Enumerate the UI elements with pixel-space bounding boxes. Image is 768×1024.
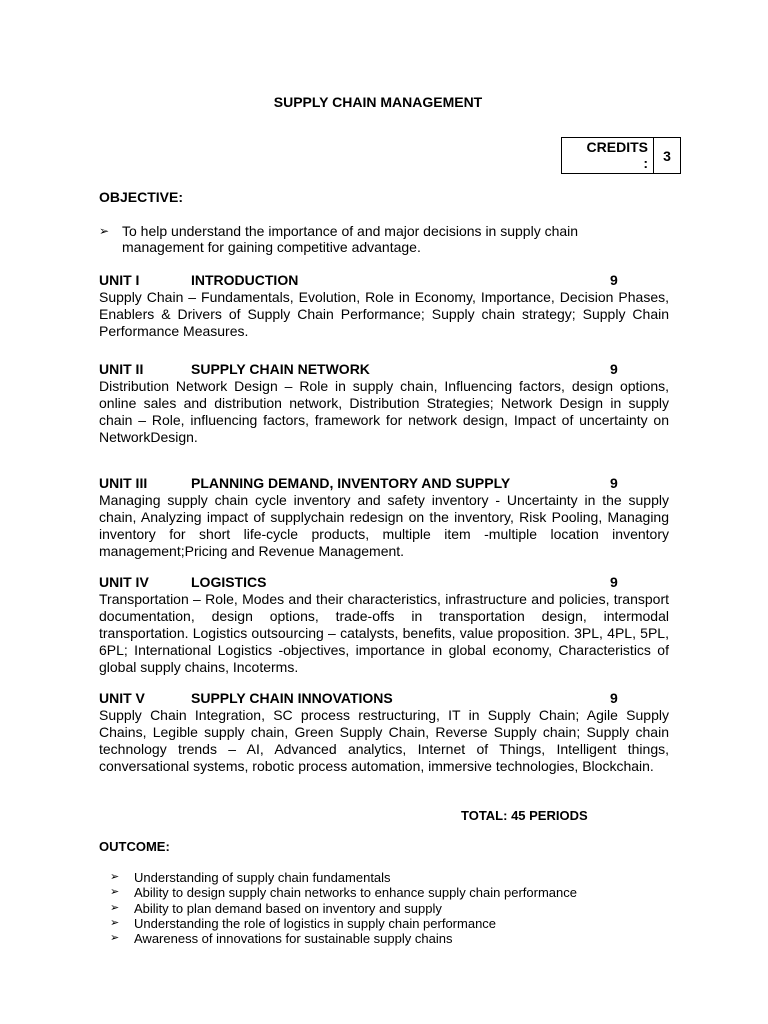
outcome-text: Understanding the role of logistics in supply chain performance bbox=[134, 915, 497, 931]
unit-title: PLANNING DEMAND, INVENTORY AND SUPPLY bbox=[191, 475, 511, 491]
unit-title: LOGISTICS bbox=[191, 574, 267, 590]
unit-title: SUPPLY CHAIN INNOVATIONS bbox=[191, 690, 393, 706]
arrow-bullet-icon: ➢ bbox=[110, 932, 120, 945]
list-item bbox=[110, 870, 577, 885]
credits-label-line2: : bbox=[643, 155, 648, 171]
credits-value: 3 bbox=[654, 138, 681, 174]
unit-header bbox=[99, 689, 669, 707]
arrow-bullet-icon: ➢ bbox=[110, 871, 120, 883]
unit-number: UNIT II bbox=[99, 361, 144, 377]
unit-header bbox=[99, 474, 669, 492]
unit-hours: 9 bbox=[610, 574, 618, 590]
unit-body: Supply Chain Integration, SC process restructuring, IT in Supply Chain; Agile Supply Chains, Legible supply chain, Green Supply Chain, Reverse Supply chain; Supply chain technology trends – AI, Advanced analytics, Internet of Things, Intelligent things, conversational systems, robotic process automation, immersive technologies, Blockchain. bbox=[99, 707, 669, 774]
arrow-bullet-icon: ➢ bbox=[110, 886, 120, 899]
outcome-list bbox=[110, 870, 577, 946]
arrow-bullet-icon: ➢ bbox=[99, 224, 110, 238]
list-item bbox=[110, 931, 577, 946]
unit-hours: 9 bbox=[610, 690, 618, 706]
list-item bbox=[110, 885, 577, 900]
unit-title: SUPPLY CHAIN NETWORK bbox=[191, 361, 370, 377]
unit-body: Transportation – Role, Modes and their characteristics, infrastructure and policies, transport documentation, design options, trade-offs in transportation design, intermodal transportation. Logistics outsourcing – catalysts, benefits, value proposition. 3PL, 4PL, 5PL, 6PL; International Logistics -objectives, importance in global economy, Characteristics of global supply chains, Incoterms. bbox=[99, 591, 669, 675]
outcome-text: Understanding of supply chain fundamentals bbox=[134, 870, 391, 885]
outcome-text: Awareness of innovations for sustainable supply chains bbox=[134, 931, 453, 947]
objective-text: To help understand the importance of and major decisions in supply chain management for gaining competitive advantage. bbox=[122, 223, 579, 255]
unit-number: UNIT V bbox=[99, 690, 145, 706]
unit-3 bbox=[99, 474, 669, 560]
credits-label bbox=[562, 138, 654, 174]
unit-4 bbox=[99, 573, 669, 676]
unit-5 bbox=[99, 689, 669, 775]
unit-number: UNIT I bbox=[99, 272, 140, 288]
unit-body: Supply Chain – Fundamentals, Evolution, Role in Economy, Importance, Decision Phases, Enablers & Drivers of Supply Chain Performance; Supply chain strategy; Supply Chain Performance Measures. bbox=[99, 289, 669, 339]
credits-box bbox=[561, 137, 681, 174]
list-item bbox=[110, 916, 577, 931]
unit-body: Managing supply chain cycle inventory and safety inventory - Uncertainty in the supply chain, Analyzing impact of supplychain redesign on the inventory, Risk Pooling, Managing inventory for short life-cycle products, multiple item -multiple location inventory management;Pricing and Revenue Management. bbox=[99, 492, 669, 559]
unit-hours: 9 bbox=[610, 361, 618, 377]
unit-header bbox=[99, 573, 669, 591]
unit-hours: 9 bbox=[610, 272, 618, 288]
objective-heading: OBJECTIVE: bbox=[99, 189, 184, 205]
unit-2 bbox=[99, 360, 669, 446]
outcome-heading: OUTCOME: bbox=[99, 839, 170, 854]
unit-1 bbox=[99, 271, 669, 340]
arrow-bullet-icon: ➢ bbox=[110, 901, 120, 914]
objective-bullet bbox=[99, 223, 639, 257]
unit-number: UNIT IV bbox=[99, 574, 149, 590]
total-periods: TOTAL: 45 PERIODS bbox=[461, 808, 588, 823]
unit-title: INTRODUCTION bbox=[191, 272, 299, 288]
outcome-text: Ability to plan demand based on inventory and supply bbox=[134, 900, 442, 916]
unit-header bbox=[99, 360, 669, 378]
unit-hours: 9 bbox=[610, 475, 618, 491]
unit-body: Distribution Network Design – Role in supply chain, Influencing factors, design options, online sales and distribution network, Distribution Strategies; Network Design in supply chain – Role, influencing factors, framework for network design, Impact of uncertainty on NetworkDesign. bbox=[99, 378, 669, 445]
unit-number: UNIT III bbox=[99, 475, 148, 491]
unit-header bbox=[99, 271, 669, 289]
outcome-text: Ability to design supply chain networks to enhance supply chain performance bbox=[134, 885, 577, 901]
list-item bbox=[110, 901, 577, 916]
arrow-bullet-icon: ➢ bbox=[110, 916, 120, 929]
credits-label-line1: CREDITS bbox=[586, 139, 648, 155]
page-title: SUPPLY CHAIN MANAGEMENT bbox=[273, 94, 483, 110]
